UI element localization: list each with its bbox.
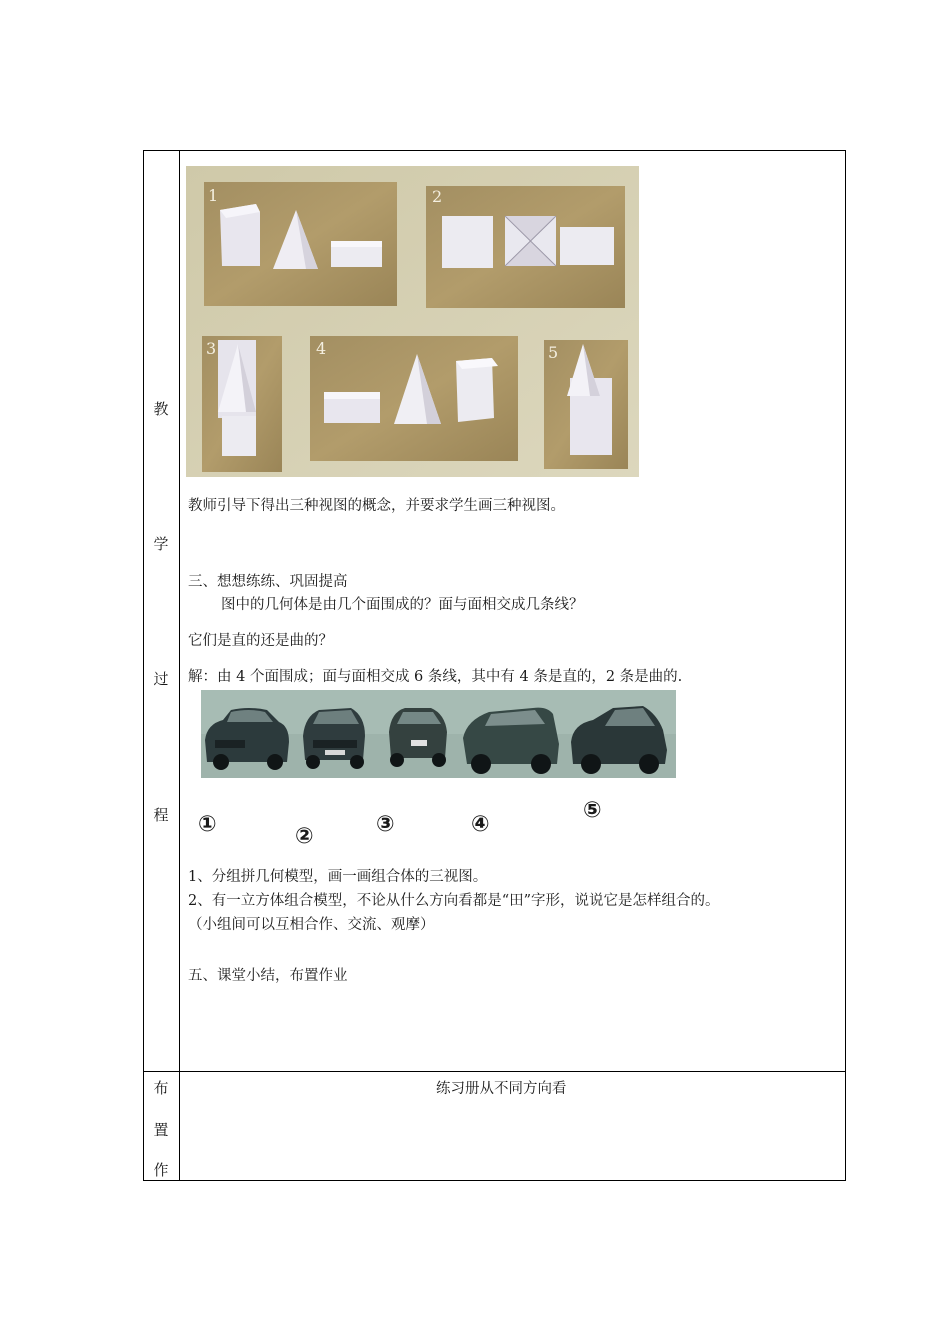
panel-number: 4 [316, 339, 327, 358]
car-label-3: ③ [376, 812, 395, 837]
panel-number: 3 [206, 339, 217, 358]
table-column-divider [179, 150, 180, 1181]
panel-number: 2 [432, 187, 443, 206]
section-label-char: 程 [153, 806, 169, 824]
section-label-char: 过 [153, 670, 169, 688]
homework-label-char: 置 [153, 1121, 169, 1139]
panel-number: 5 [548, 343, 559, 362]
section-three-title: 三、想想练练、巩固提高 [188, 574, 348, 590]
task-note-text: （小组间可以互相合作、交流、观摩） [188, 917, 435, 933]
car-front-view [303, 708, 365, 769]
car-label-5: ⑤ [583, 798, 602, 823]
task-1-text: 1、分组拼几何模型，画一画组合体的三视图。 [188, 869, 488, 885]
section-five-title: 五、课堂小结，布置作业 [188, 968, 348, 984]
question-line-1: 图中的几何体是由几个面围成的？面与面相交成几条线？ [221, 597, 584, 613]
car-label-4: ④ [471, 812, 490, 837]
panel-number: 1 [208, 186, 219, 205]
homework-label-char: 布 [153, 1079, 169, 1097]
homework-label-char: 作 [153, 1161, 169, 1179]
answer-text: 解：由 4 个面围成；面与面相交成 6 条线，其中有 4 条是直的，2 条是曲的. [188, 669, 683, 685]
car-label-1: ① [198, 812, 217, 837]
homework-text: 练习册从不同方向看 [436, 1081, 567, 1097]
geometry-views-figure [186, 166, 639, 477]
car-views-photo [201, 690, 676, 778]
section-label-char: 学 [153, 535, 169, 553]
teacher-concept-text: 教师引导下得出三种视图的概念，并要求学生画三种视图。 [188, 498, 565, 514]
task-2-text: 2、有一立方体组合模型，不论从什么方向看都是“田”字形，说说它是怎样组合的。 [188, 893, 720, 909]
section-label-char: 教 [153, 400, 169, 418]
car-label-2: ② [295, 824, 314, 849]
question-line-2: 它们是直的还是曲的？ [188, 633, 333, 649]
table-row-divider [143, 1071, 846, 1072]
